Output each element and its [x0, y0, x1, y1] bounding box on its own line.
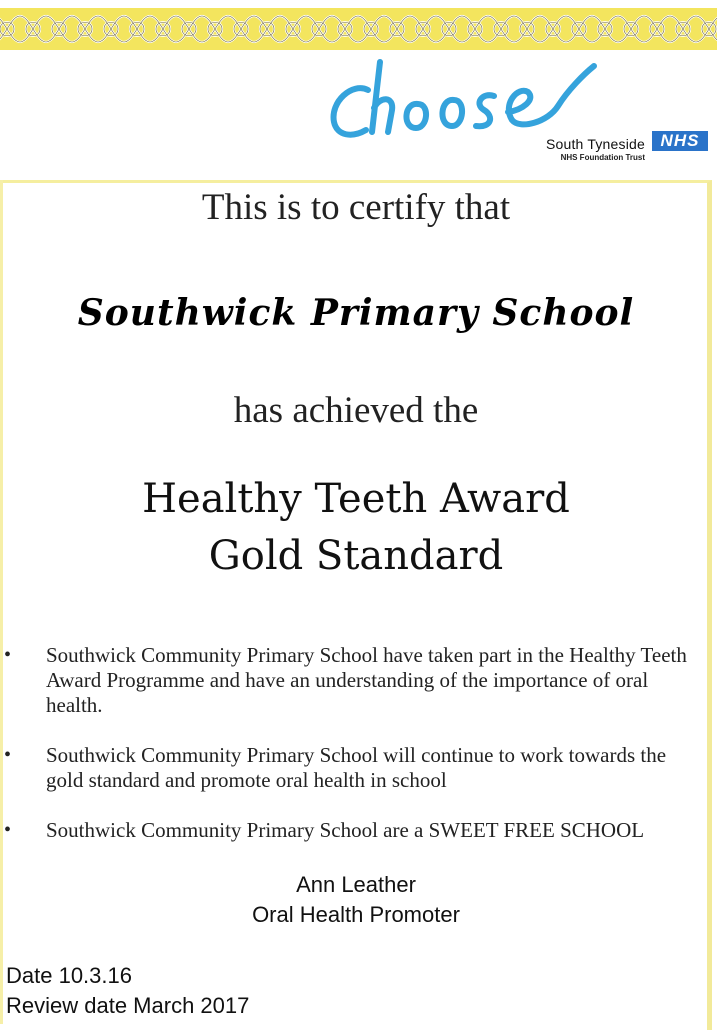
- signer-role: Oral Health Promoter: [252, 902, 460, 927]
- bullet-text: Southwick Community Primary School have taken part in the Healthy Teeth Award Programme and have an understanding of the importance of oral health.: [46, 643, 687, 717]
- bullet-text: Southwick Community Primary School are a SWEET FREE SCHOOL: [46, 818, 645, 842]
- bullet-list: [0, 643, 712, 868]
- issue-date: Date 10.3.16: [6, 963, 132, 988]
- school-name: Southwick Primary School: [77, 292, 635, 334]
- signer-name: Ann Leather: [296, 872, 416, 897]
- bullet-item: [0, 743, 712, 793]
- bullet-item: [0, 818, 712, 843]
- review-date: Review date March 2017: [6, 993, 250, 1018]
- nhs-badge: NHS: [652, 131, 708, 151]
- award-standard: Gold Standard: [208, 533, 504, 579]
- bullet-item: [0, 643, 712, 718]
- org-subtitle: NHS Foundation Trust: [560, 153, 645, 162]
- award-title: Healthy Teeth Award: [142, 476, 570, 522]
- bullet-text: Southwick Community Primary School will continue to work towards the gold standard and promote oral health in school: [46, 743, 667, 792]
- bullet-dot-icon: •: [4, 644, 12, 666]
- choose-logo: [322, 42, 602, 150]
- bullet-dot-icon: •: [4, 744, 12, 766]
- org-name: South Tyneside: [545, 136, 645, 152]
- certify-line: This is to certify that: [201, 187, 511, 228]
- bullet-dot-icon: •: [4, 819, 12, 841]
- achieved-line: has achieved the: [233, 390, 479, 431]
